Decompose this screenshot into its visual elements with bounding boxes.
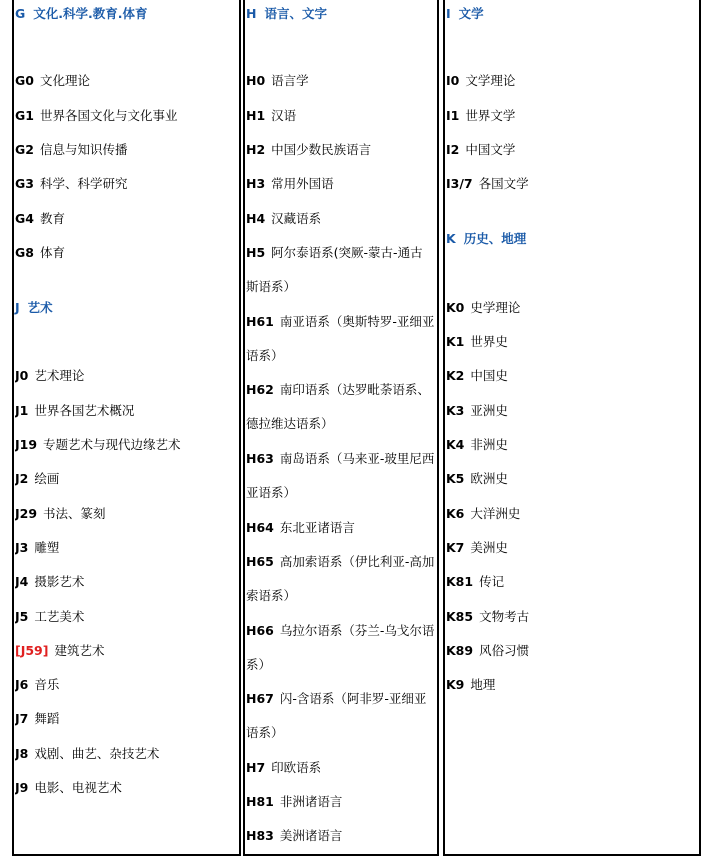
class-code: H62 (246, 382, 274, 397)
class-label-continued: 德拉维达语系） (246, 416, 334, 431)
list-item (246, 819, 435, 853)
class-label: 乌拉尔语系（芬兰-乌戈尔语 (279, 623, 435, 638)
heading-title: 艺术 (27, 300, 53, 315)
list-item (15, 462, 237, 496)
class-label: 中国少数民族语言 (271, 142, 372, 157)
class-code: H61 (246, 314, 274, 329)
class-label: 文物考古 (479, 609, 530, 624)
class-code: K2 (446, 368, 465, 383)
list-item (246, 236, 435, 304)
class-label: 绘画 (34, 471, 60, 486)
class-label: 书法、篆刻 (43, 506, 106, 521)
class-label: 科学、科学研究 (39, 176, 128, 191)
class-code: H0 (246, 73, 266, 88)
class-label: 信息与知识传播 (39, 142, 128, 157)
class-label: 世界史 (470, 334, 508, 349)
list-item (246, 614, 435, 682)
list-item (15, 565, 237, 599)
list-item (15, 236, 237, 270)
class-label: 非洲诸语言 (279, 794, 343, 809)
list-item (246, 751, 435, 785)
list-item (246, 99, 435, 133)
class-label: 舞蹈 (34, 711, 60, 726)
class-label: 印欧语系 (271, 760, 322, 775)
class-label-continued: 语系） (246, 348, 284, 363)
heading-i[interactable] (446, 0, 484, 28)
class-code: I2 (446, 142, 460, 157)
heading-h[interactable] (246, 0, 327, 28)
list-item (446, 133, 697, 167)
class-label: 常用外国语 (271, 176, 334, 191)
class-label: 闪-含语系（阿非罗-亚细亚 (279, 691, 427, 706)
class-label: 雕塑 (34, 540, 60, 555)
list-item (15, 531, 237, 565)
class-label: 各国文学 (478, 176, 529, 191)
list-item (446, 325, 697, 359)
class-label: 摄影艺术 (34, 574, 85, 589)
class-label: 汉藏语系 (271, 211, 322, 226)
class-label-continued: 语系） (246, 725, 284, 740)
class-code: J8 (15, 746, 29, 761)
class-code: K5 (446, 471, 465, 486)
class-code: H4 (246, 211, 266, 226)
class-code: K89 (446, 643, 474, 658)
list-item (446, 462, 697, 496)
class-label: 南亚语系（奥斯特罗-亚细亚 (279, 314, 435, 329)
list-item (246, 545, 435, 613)
class-code: K0 (446, 300, 465, 315)
class-label-continued: 索语系） (246, 588, 297, 603)
class-code: I3/7 (446, 176, 473, 191)
list-item (15, 428, 237, 462)
class-label: 欧洲史 (470, 471, 508, 486)
class-label: 东北亚诸语言 (279, 520, 355, 535)
heading-code: I (446, 6, 451, 21)
class-label: 工艺美术 (34, 609, 85, 624)
list-item (446, 565, 697, 599)
class-label: 音乐 (34, 677, 60, 692)
heading-g[interactable] (15, 0, 148, 28)
class-code: J4 (15, 574, 29, 589)
list-item (246, 682, 435, 750)
list-item (246, 305, 435, 373)
list-item (15, 600, 237, 634)
class-label: 高加索语系（伊比利亚-高加 (279, 554, 435, 569)
class-label: 文化理论 (39, 73, 90, 88)
class-code: G1 (15, 108, 34, 123)
class-code: J19 (15, 437, 38, 452)
class-label: 风俗习惯 (479, 643, 530, 658)
list-item (446, 64, 697, 98)
class-code: K3 (446, 403, 465, 418)
heading-title: 语言、文字 (264, 6, 327, 21)
list-item (15, 359, 237, 393)
column-h (243, 0, 439, 856)
class-code: H64 (246, 520, 274, 535)
class-label: 语言学 (271, 73, 309, 88)
list-item (446, 531, 697, 565)
heading-k[interactable] (446, 225, 526, 253)
class-code: J29 (15, 506, 38, 521)
list-item (15, 702, 237, 736)
class-label: 美洲史 (470, 540, 508, 555)
class-label: 史学理论 (470, 300, 521, 315)
list-item (446, 359, 697, 393)
class-code: H63 (246, 451, 274, 466)
list-item (15, 668, 237, 702)
class-label-continued: 斯语系） (246, 279, 297, 294)
class-code: H67 (246, 691, 274, 706)
list-item (246, 442, 435, 510)
class-code: H81 (246, 794, 274, 809)
class-code: H7 (246, 760, 266, 775)
class-code: H83 (246, 828, 274, 843)
list-item (446, 634, 697, 668)
class-code: K9 (446, 677, 465, 692)
class-label: 专题艺术与现代边缘艺术 (43, 437, 181, 452)
list-item (15, 737, 237, 771)
class-label: 世界文学 (465, 108, 516, 123)
list-item (446, 497, 697, 531)
list-item (446, 167, 697, 201)
class-code: H2 (246, 142, 266, 157)
class-label: 中国史 (470, 368, 508, 383)
heading-code: K (446, 231, 456, 246)
column-g-j (12, 0, 241, 856)
list-item (446, 668, 697, 702)
list-item (15, 133, 237, 167)
list-item (246, 202, 435, 236)
class-code: I1 (446, 108, 460, 123)
class-code: K6 (446, 506, 465, 521)
list-item (246, 133, 435, 167)
list-item (15, 771, 237, 805)
list-item (246, 167, 435, 201)
list-item (15, 394, 237, 428)
class-label: 电影、电视艺术 (34, 780, 122, 795)
list-item (246, 373, 435, 441)
list-item (446, 99, 697, 133)
class-code: H66 (246, 623, 274, 638)
heading-code: J (15, 300, 20, 315)
class-label: 体育 (39, 245, 65, 260)
class-code: I0 (446, 73, 460, 88)
class-code: G0 (15, 73, 34, 88)
list-item (446, 394, 697, 428)
class-code: G4 (15, 211, 34, 226)
class-label: 南印语系（达罗毗荼语系、 (279, 382, 430, 397)
heading-title: 文化.科学.教育.体育 (33, 6, 148, 21)
class-label: 亚洲史 (470, 403, 508, 418)
list-item (446, 291, 697, 325)
class-label: 传记 (479, 574, 505, 589)
class-label-continued: 系） (246, 657, 272, 672)
class-code: K7 (446, 540, 465, 555)
class-label-continued: 亚语系） (246, 485, 297, 500)
class-label: 中国文学 (465, 142, 516, 157)
class-code: H3 (246, 176, 266, 191)
class-code-highlighted: [J59] (15, 643, 49, 658)
class-code: K4 (446, 437, 465, 452)
column-i-k (443, 0, 701, 856)
class-label: 教育 (39, 211, 65, 226)
list-item (246, 785, 435, 819)
class-code: G3 (15, 176, 34, 191)
list-item (246, 511, 435, 545)
class-code: H5 (246, 245, 266, 260)
class-code: H65 (246, 554, 274, 569)
class-code: J5 (15, 609, 29, 624)
heading-j[interactable] (15, 294, 53, 322)
class-code: J9 (15, 780, 29, 795)
list-item (15, 99, 237, 133)
list-item (15, 202, 237, 236)
heading-title: 文学 (458, 6, 484, 21)
class-label: 文学理论 (465, 73, 516, 88)
class-code: J3 (15, 540, 29, 555)
class-label: 非洲史 (470, 437, 508, 452)
class-code: J7 (15, 711, 29, 726)
class-code: K85 (446, 609, 474, 624)
class-code: K81 (446, 574, 474, 589)
class-label: 世界各国文化与文化事业 (39, 108, 178, 123)
class-code: J2 (15, 471, 29, 486)
list-item (15, 64, 237, 98)
class-code: K1 (446, 334, 465, 349)
class-label: 阿尔泰语系(突厥-蒙古-通古 (271, 245, 423, 260)
list-item (15, 167, 237, 201)
list-item (15, 497, 237, 531)
class-label: 大洋洲史 (470, 506, 521, 521)
class-label: 南岛语系（马来亚-玻里尼西 (279, 451, 435, 466)
list-item (15, 634, 237, 668)
class-label: 戏剧、曲艺、杂技艺术 (34, 746, 160, 761)
class-code: H1 (246, 108, 266, 123)
class-label: 建筑艺术 (54, 643, 105, 658)
class-code: J1 (15, 403, 29, 418)
class-label: 地理 (470, 677, 496, 692)
heading-code: G (15, 6, 26, 21)
list-item (446, 600, 697, 634)
class-label: 美洲诸语言 (279, 828, 343, 843)
heading-code: H (246, 6, 257, 21)
list-item (446, 428, 697, 462)
heading-title: 历史、地理 (463, 231, 527, 246)
class-label: 世界各国艺术概况 (34, 403, 135, 418)
class-label: 艺术理论 (34, 368, 85, 383)
class-label: 汉语 (271, 108, 297, 123)
list-item (246, 64, 435, 98)
class-code: G2 (15, 142, 34, 157)
class-code: J0 (15, 368, 29, 383)
class-code: G8 (15, 245, 34, 260)
class-code: J6 (15, 677, 29, 692)
